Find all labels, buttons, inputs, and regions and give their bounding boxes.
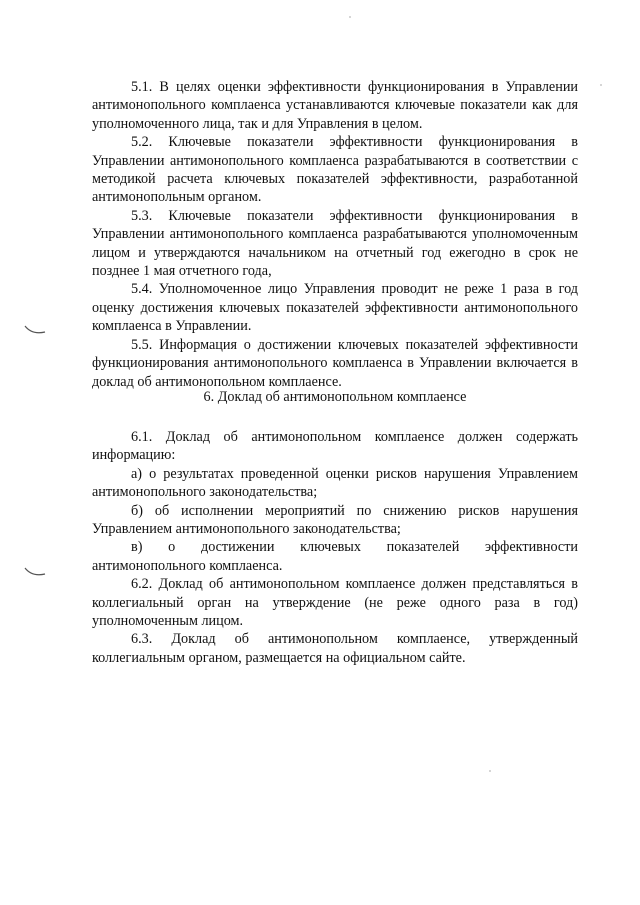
paragraph-5-1: 5.1. В целях оценки эффективности функционирования в Управлении антимонопольного комплаенса устанавливаются ключевые показатели как для уполномоченного лица, так и для Управления в целом.: [92, 79, 578, 132]
paragraph-6-1: 6.1. Доклад об антимонопольном комплаенсе должен содержать информацию:: [92, 429, 578, 464]
section-5-body: [92, 78, 578, 391]
margin-mark-icon: [24, 324, 46, 336]
scan-speck: [489, 770, 491, 772]
section-6-heading: 6. Доклад об антимонопольном комплаенсе: [203, 389, 467, 405]
scan-speck: [349, 16, 351, 18]
list-item-c: в) о достижении ключевых показателей эффективности антимонопольного комплаенса.: [92, 539, 578, 574]
scan-speck: [600, 84, 602, 86]
list-item-b: б) об исполнении мероприятий по снижению рисков нарушения Управлением антимонопольного законодательства;: [92, 502, 578, 538]
paragraph-6-3: 6.3. Доклад об антимонопольном комплаенсе, утвержденный коллегиальным органом, размещается на официальном сайте.: [92, 631, 578, 666]
margin-mark-icon: [24, 566, 46, 578]
paragraph-5-4: 5.4. Уполномоченное лицо Управления проводит не реже 1 раза в год оценку достижения ключевых показателей эффективности антимонопольного комплаенса в Управлении.: [92, 281, 578, 335]
paragraph-5-3: 5.3. Ключевые показатели эффективности функционирования в Управлении антимонопольного комплаенса разрабатываются уполномоченным лицом и утверждаются начальником на отчетный год ежегодно в срок не позднее 1 мая отчетного года,: [92, 207, 578, 280]
paragraph-5-5: 5.5. Информация о достижении ключевых показателей эффективности функционирования антимонопольного комплаенса в Управлении включается в доклад об антимонопольном комплаенсе.: [92, 336, 578, 390]
section-6-body: [92, 428, 578, 667]
list-item-a: а) о результатах проведенной оценки рисков нарушения Управлением антимонопольного законодательства;: [92, 465, 578, 501]
paragraph-6-2: 6.2. Доклад об антимонопольном комплаенсе должен представляться в коллегиальный орган на утверждение (не реже одного раза в год) уполномоченным лицом.: [92, 576, 578, 630]
paragraph-5-2: 5.2. Ключевые показатели эффективности функционирования в Управлении антимонопольного комплаенса разрабатываются в соответствии с методикой расчета ключевых показателей эффективности, разработанной антимонопольным органом.: [92, 134, 578, 206]
